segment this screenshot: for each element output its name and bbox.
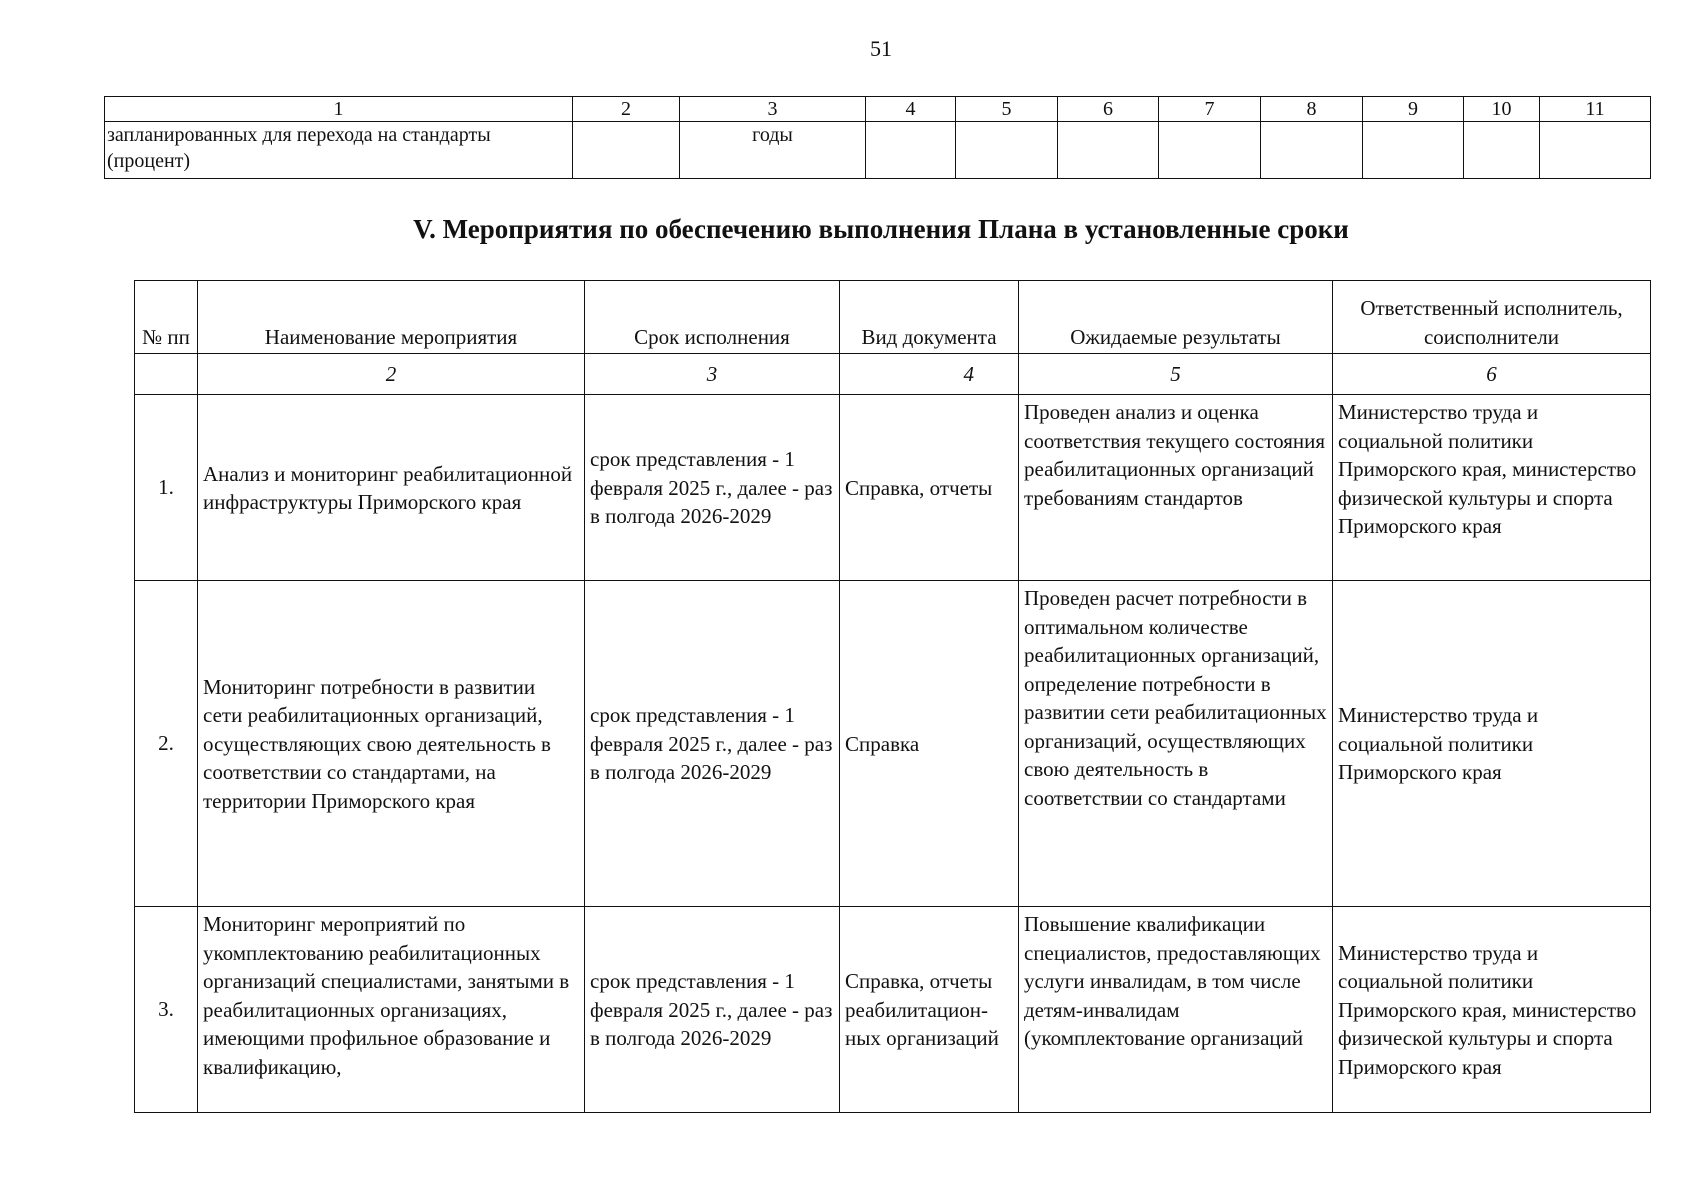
table-row xyxy=(135,581,1651,907)
row-number: 2. xyxy=(135,581,198,907)
continuation-table xyxy=(104,96,1651,179)
column-index: 3 xyxy=(585,354,840,395)
section-title: V. Мероприятия по обеспечению выполнения Плана в установленные сроки xyxy=(413,214,1349,244)
header-deadline: Срок исполнения xyxy=(585,281,840,354)
empty-cell xyxy=(573,122,680,179)
header-responsible: Ответственный исполнитель, соисполнители xyxy=(1333,281,1651,354)
column-index-row xyxy=(135,354,1651,395)
header-row xyxy=(135,281,1651,354)
column-number: 7 xyxy=(1159,97,1261,122)
column-number: 8 xyxy=(1261,97,1363,122)
unit-cell: годы xyxy=(680,122,866,179)
column-number: 10 xyxy=(1464,97,1540,122)
column-number: 1 xyxy=(105,97,573,122)
header-num: № пп xyxy=(135,281,198,354)
event-doc-type: Справка, отчеты реабилитацион-ных организаций xyxy=(840,907,1019,1113)
column-number: 6 xyxy=(1058,97,1159,122)
empty-cell xyxy=(1261,122,1363,179)
event-name: Мониторинг мероприятий по укомплектованию реабилитационных организаций специалистами, занятыми в реабилитационных организациях, имеющими профильное образование и квалификацию, xyxy=(198,907,585,1113)
event-results: Повышение квалификации специалистов, предоставляющих услуги инвалидам, в том числе детям-инвалидам (укомплектование организаций xyxy=(1019,907,1333,1113)
table-row xyxy=(135,395,1651,581)
empty-cell xyxy=(1540,122,1651,179)
indicator-label: запланированных для перехода на стандарты (процент) xyxy=(105,122,573,179)
row-number: 3. xyxy=(135,907,198,1113)
empty-cell xyxy=(135,354,198,395)
empty-cell xyxy=(956,122,1058,179)
event-deadline: срок представления - 1 февраля 2025 г., далее - раз в полгода 2026-2029 xyxy=(585,907,840,1113)
event-doc-type: Справка, отчеты xyxy=(840,395,1019,581)
event-doc-type: Справка xyxy=(840,581,1019,907)
header-name: Наименование мероприятия xyxy=(198,281,585,354)
event-deadline: срок представления - 1 февраля 2025 г., далее - раз в полгода 2026-2029 xyxy=(585,581,840,907)
table-row xyxy=(135,907,1651,1113)
column-number-row xyxy=(105,97,1651,122)
event-name: Анализ и мониторинг реабилитационной инфраструктуры Приморского края xyxy=(198,395,585,581)
empty-cell xyxy=(1159,122,1261,179)
column-index: 5 xyxy=(1019,354,1333,395)
column-number: 2 xyxy=(573,97,680,122)
empty-cell xyxy=(866,122,956,179)
row-number: 1. xyxy=(135,395,198,581)
event-responsible: Министерство труда и социальной политики Приморского края, министерство физической культуры и спорта Приморского края xyxy=(1333,395,1651,581)
column-index: 2 xyxy=(198,354,585,395)
column-index: 4 xyxy=(840,354,1019,395)
event-responsible: Министерство труда и социальной политики Приморского края xyxy=(1333,581,1651,907)
column-number: 5 xyxy=(956,97,1058,122)
empty-cell xyxy=(1464,122,1540,179)
event-name: Мониторинг потребности в развитии сети реабилитационных организаций, осуществляющих свою деятельность в соответствии со стандартами, на территории Приморского края xyxy=(198,581,585,907)
empty-cell xyxy=(1363,122,1464,179)
events-table xyxy=(134,280,1651,1113)
table-row xyxy=(105,122,1651,179)
column-number: 9 xyxy=(1363,97,1464,122)
column-number: 3 xyxy=(680,97,866,122)
event-results: Проведен анализ и оценка соответствия текущего состояния реабилитационных организаций требованиям стандартов xyxy=(1019,395,1333,581)
header-doc-type: Вид документа xyxy=(840,281,1019,354)
column-number: 4 xyxy=(866,97,956,122)
empty-cell xyxy=(1058,122,1159,179)
header-results: Ожидаемые результаты xyxy=(1019,281,1333,354)
column-number: 11 xyxy=(1540,97,1651,122)
event-deadline: срок представления - 1 февраля 2025 г., далее - раз в полгода 2026-2029 xyxy=(585,395,840,581)
event-responsible: Министерство труда и социальной политики Приморского края, министерство физической культуры и спорта Приморского края xyxy=(1333,907,1651,1113)
page-number: 51 xyxy=(870,36,892,61)
column-index: 6 xyxy=(1333,354,1651,395)
event-results: Проведен расчет потребности в оптимальном количестве реабилитационных организаций, определение потребности в развитии сети реабилитационных организаций, осуществляющих свою деятельность в соответствии со стандартами xyxy=(1019,581,1333,907)
